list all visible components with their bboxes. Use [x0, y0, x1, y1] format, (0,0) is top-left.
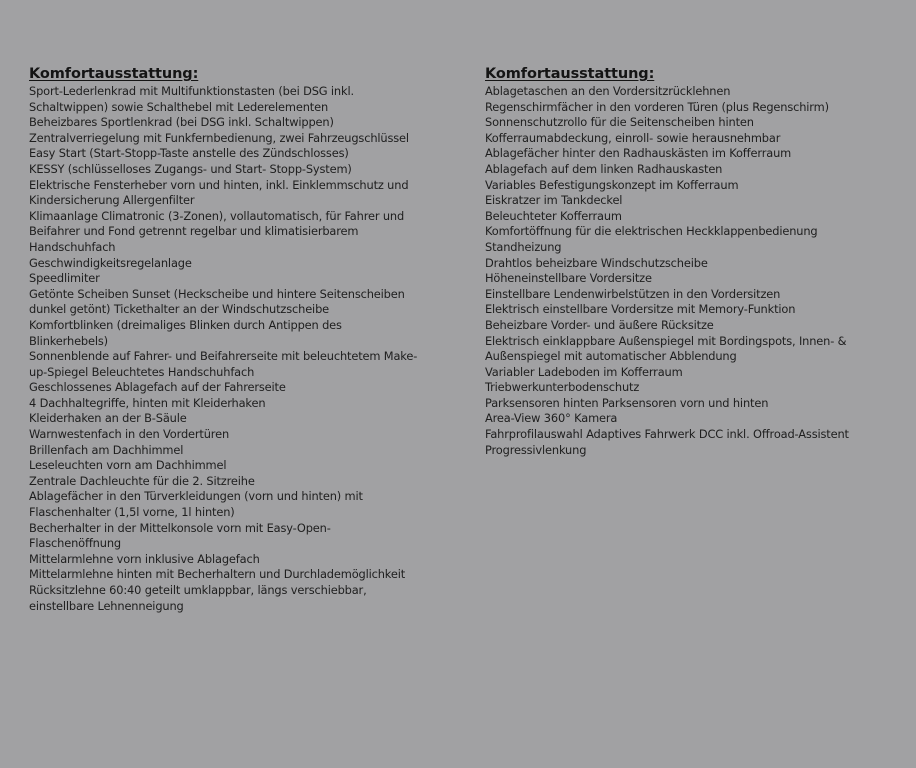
feature-line: Ablagefächer hinter den Radhauskästen im Kofferraum — [485, 146, 792, 161]
feature-line: dunkel getönt) Tickethalter an der Windschutzscheibe — [29, 302, 330, 317]
feature-line: Flaschenöffnung — [29, 536, 121, 551]
feature-line: Parksensoren hinten Parksensoren vorn und hinten — [485, 395, 769, 410]
feature-line: Ablagetaschen an den Vordersitzrücklehnen — [485, 84, 731, 98]
feature-line: Elektrisch einstellbare Vordersitze mit Memory-Funktion — [485, 302, 796, 317]
feature-line: Kindersicherung Allergenfilter — [29, 193, 195, 208]
feature-line: Triebwerkunterbodenschutz — [485, 380, 640, 395]
feature-line: Sonnenschutzrollo für die Seitenscheiben hinten — [485, 115, 754, 130]
feature-line: Variabler Ladeboden im Kofferraum — [485, 364, 683, 379]
feature-line: Klimaanlage Climatronic (3-Zonen), vollautomatisch, für Fahrer und — [29, 208, 405, 223]
feature-line: Variables Befestigungskonzept im Kofferraum — [485, 177, 739, 192]
feature-line: Komfortöffnung für die elektrischen Heckklappenbedienung — [485, 224, 818, 239]
feature-line: Geschwindigkeitsregelanlage — [29, 255, 192, 270]
feature-line: Flaschenhalter (1,5l vorne, 1l hinten) — [29, 505, 235, 520]
feature-line: Blinkerhebels) — [29, 333, 108, 348]
feature-line: Sport-Lederlenkrad mit Multifunktionstasten (bei DSG inkl. — [29, 84, 354, 98]
feature-line: up-Spiegel Beleuchtetes Handschuhfach — [29, 364, 255, 379]
left-feature-list — [29, 84, 449, 614]
left-column — [29, 64, 449, 614]
feature-line: KESSY (schlüsselloses Zugangs- und Start- Stopp-System) — [29, 161, 352, 176]
feature-line: Beheizbares Sportlenkrad (bei DSG inkl. Schaltwippen) — [29, 115, 334, 130]
feature-line: Sonnenblende auf Fahrer- und Beifahrerseite mit beleuchtetem Make- — [29, 349, 418, 364]
feature-line: einstellbare Lehnenneigung — [29, 598, 184, 613]
feature-line: Fahrprofilauswahl Adaptives Fahrwerk DCC inkl. Offroad-Assistent — [485, 427, 849, 442]
feature-line: Progressivlenkung — [485, 442, 587, 457]
feature-line: Ablagefächer in den Türverkleidungen (vorn und hinten) mit — [29, 489, 363, 504]
feature-line: Zentrale Dachleuchte für die 2. Sitzreihe — [29, 473, 255, 488]
feature-line: Einstellbare Lendenwirbelstützen in den Vordersitzen — [485, 286, 781, 301]
feature-line: Komfortblinken (dreimaliges Blinken durch Antippen des — [29, 317, 342, 332]
feature-line: Höheneinstellbare Vordersitze — [485, 271, 652, 286]
feature-line: Außenspiegel mit automatischer Abblendung — [485, 349, 737, 364]
right-feature-list — [485, 84, 905, 458]
feature-line: Kofferraumabdeckung, einroll- sowie herausnehmbar — [485, 130, 781, 145]
feature-line: Schaltwippen) sowie Schalthebel mit Lederelementen — [29, 99, 329, 114]
feature-line: Drahtlos beheizbare Windschutzscheibe — [485, 255, 708, 270]
feature-line: Standheizung — [485, 239, 562, 254]
feature-line: Beheizbare Vorder- und äußere Rücksitze — [485, 317, 714, 332]
feature-line: Easy Start (Start-Stopp-Taste anstelle des Zündschlosses) — [29, 146, 349, 161]
left-heading: Komfortausstattung: — [29, 66, 199, 82]
feature-line: Area-View 360° Kamera — [485, 411, 618, 426]
feature-line: Beleuchteter Kofferraum — [485, 208, 622, 223]
feature-line: Mittelarmlehne vorn inklusive Ablagefach — [29, 551, 260, 566]
feature-line: Kleiderhaken an der B-Säule — [29, 411, 187, 426]
feature-line: Ablagefach auf dem linken Radhauskasten — [485, 161, 723, 176]
feature-line: Geschlossenes Ablagefach auf der Fahrerseite — [29, 380, 286, 395]
feature-line: Eiskratzer im Tankdeckel — [485, 193, 623, 208]
feature-line: Handschuhfach — [29, 239, 116, 254]
feature-line: Beifahrer und Fond getrennt regelbar und klimatisierbarem — [29, 224, 359, 239]
feature-line: Zentralverriegelung mit Funkfernbedienung, zwei Fahrzeugschlüssel — [29, 130, 409, 145]
feature-line: Rücksitzlehne 60:40 geteilt umklappbar, längs verschiebbar, — [29, 583, 367, 597]
feature-line: Becherhalter in der Mittelkonsole vorn mit Easy-Open- — [29, 520, 331, 535]
feature-line: 4 Dachhaltegriffe, hinten mit Kleiderhaken — [29, 395, 266, 410]
feature-line: Mittelarmlehne hinten mit Becherhaltern und Durchlademöglichkeit — [29, 567, 406, 582]
right-heading: Komfortausstattung: — [485, 66, 655, 82]
feature-line: Elektrisch einklappbare Außenspiegel mit Bordingspots, Innen- & — [485, 333, 847, 348]
feature-line: Regenschirmfächer in den vorderen Türen (plus Regenschirm) — [485, 99, 829, 114]
feature-line: Warnwestenfach in den Vordertüren — [29, 427, 230, 442]
feature-line: Getönte Scheiben Sunset (Heckscheibe und hintere Seitenscheiben — [29, 286, 405, 301]
feature-line: Elektrische Fensterheber vorn und hinten, inkl. Einklemmschutz und — [29, 177, 409, 192]
right-column — [485, 64, 905, 458]
feature-line: Speedlimiter — [29, 271, 100, 286]
feature-line: Leseleuchten vorn am Dachhimmel — [29, 458, 227, 473]
feature-line: Brillenfach am Dachhimmel — [29, 442, 184, 457]
